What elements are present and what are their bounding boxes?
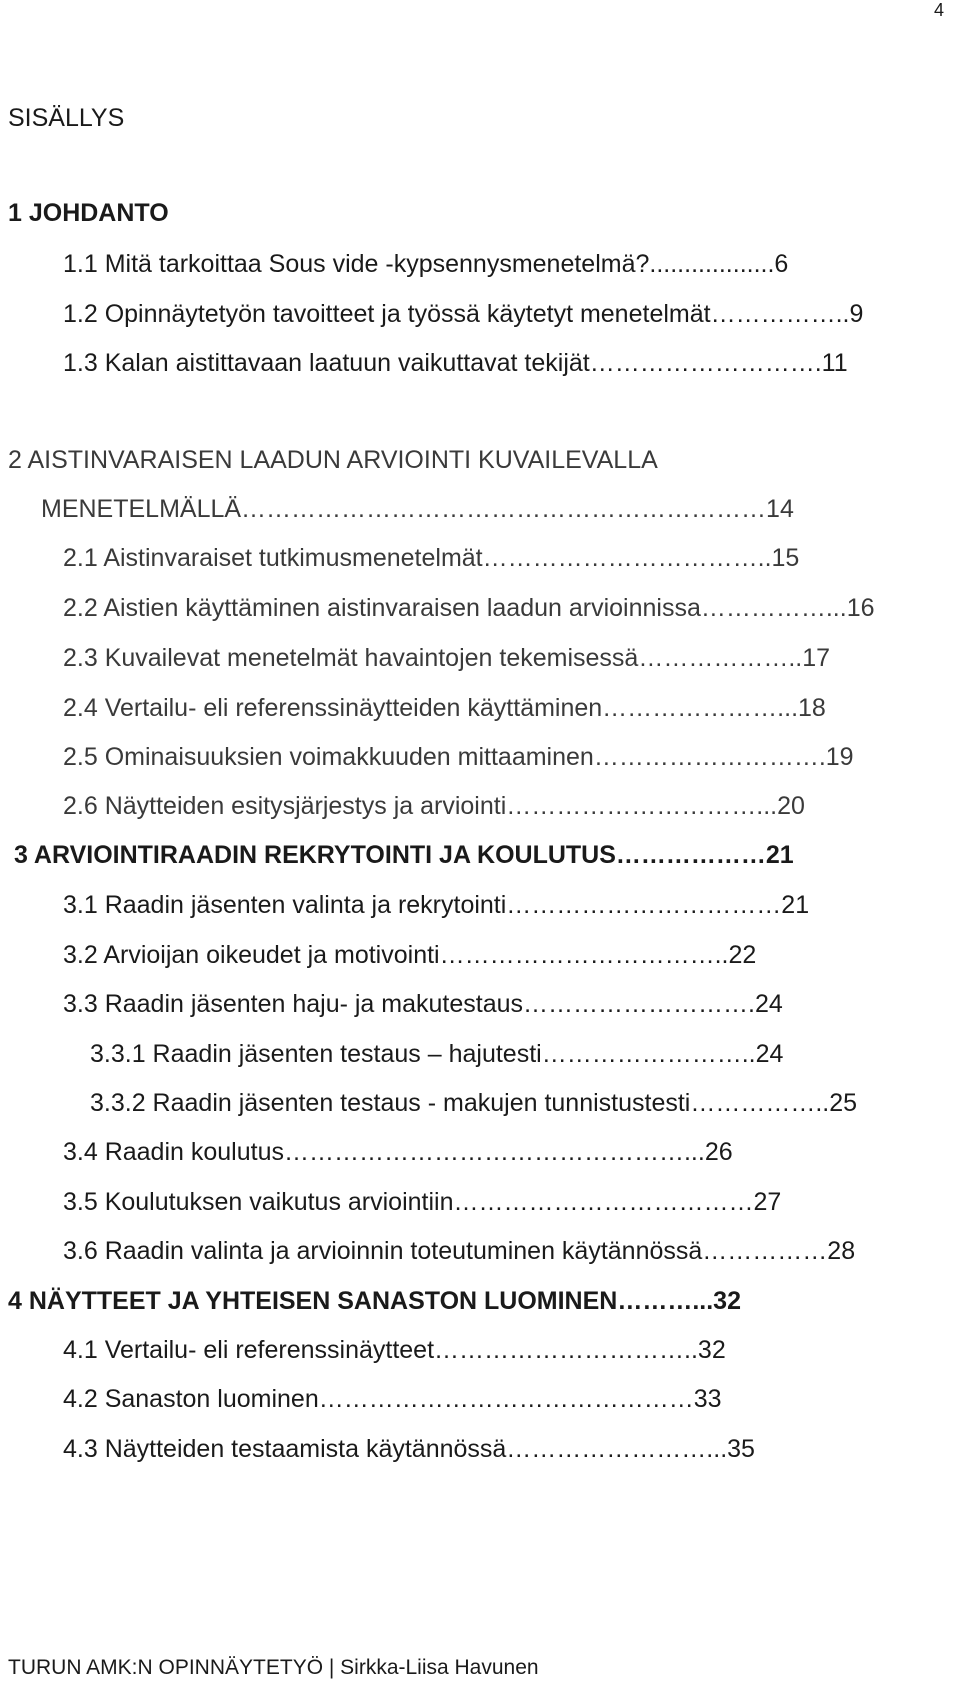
toc-section-2-3[interactable]: 2.3 Kuvailevat menetelmät havaintojen tekemisessä………………..17: [63, 644, 831, 672]
toc-section-2-5[interactable]: 2.5 Ominaisuuksien voimakkuuden mittaaminen……………………….19: [63, 743, 854, 771]
toc-section-4-1[interactable]: 4.1 Vertailu- eli referenssinäytteet…………………………..32: [63, 1336, 726, 1364]
toc-section-2-4[interactable]: 2.4 Vertailu- eli referenssinäytteiden käyttäminen…………………...18: [63, 694, 826, 722]
page-title: SISÄLLYS: [8, 104, 125, 132]
toc-section-3-6[interactable]: 3.6 Raadin valinta ja arvioinnin toteutuminen käytännössä……………28: [63, 1237, 856, 1265]
toc-section-1-2[interactable]: 1.2 Opinnäytetyön tavoitteet ja työssä käytetyt menetelmät……………..9: [63, 300, 864, 328]
toc-section-1-3[interactable]: 1.3 Kalan aistittavaan laatuun vaikuttavat tekijät……………………….11: [63, 349, 848, 377]
toc-chapter-2[interactable]: 2 AISTINVARAISEN LAADUN ARVIOINTI KUVAILEVALLA: [8, 446, 658, 474]
toc-subsection-3-3-2[interactable]: 3.3.2 Raadin jäsenten testaus - makujen tunnistustesti……………..25: [90, 1089, 858, 1117]
toc-chapter-4[interactable]: 4 NÄYTTEET JA YHTEISEN SANASTON LUOMINEN………...32: [8, 1287, 741, 1315]
toc-section-3-4[interactable]: 3.4 Raadin koulutus…………………………………………...26: [63, 1138, 733, 1166]
toc-chapter-3[interactable]: 3 ARVIOINTIRAADIN REKRYTOINTI JA KOULUTUS………………21: [14, 841, 794, 869]
toc-section-2-2[interactable]: 2.2 Aistien käyttäminen aistinvaraisen laadun arvioinnissa……………...16: [63, 594, 875, 622]
page-footer: TURUN AMK:N OPINNÄYTETYÖ | Sirkka-Liisa Havunen: [8, 1656, 539, 1679]
toc-section-4-2[interactable]: 4.2 Sanaston luominen………………………………………33: [63, 1385, 722, 1413]
toc-section-2-1[interactable]: 2.1 Aistinvaraiset tutkimusmenetelmät……………………………..15: [63, 544, 800, 572]
toc-section-3-5[interactable]: 3.5 Koulutuksen vaikutus arviointiin………………………………27: [63, 1188, 782, 1216]
toc-section-3-3[interactable]: 3.3 Raadin jäsenten haju- ja makutestaus……………………….24: [63, 990, 783, 1018]
toc-section-2-6[interactable]: 2.6 Näytteiden esitysjärjestys ja arviointi…………………………...20: [63, 792, 805, 820]
page-number: 4: [933, 0, 944, 20]
toc-subsection-3-3-1[interactable]: 3.3.1 Raadin jäsenten testaus – hajutesti……………………..24: [90, 1040, 784, 1068]
toc-chapter-2-continued[interactable]: MENETELMÄLLÄ………………………………………………………14: [41, 495, 794, 523]
toc-section-3-2[interactable]: 3.2 Arvioijan oikeudet ja motivointi……………………………..22: [63, 941, 757, 969]
toc-section-4-3[interactable]: 4.3 Näytteiden testaamista käytännössä……………………...35: [63, 1435, 755, 1463]
toc-section-3-1[interactable]: 3.1 Raadin jäsenten valinta ja rekrytointi……………………………21: [63, 891, 810, 919]
toc-chapter-1[interactable]: 1 JOHDANTO: [8, 199, 169, 227]
toc-section-1-1[interactable]: 1.1 Mitä tarkoittaa Sous vide -kypsennysmenetelmä?..................6: [63, 250, 789, 278]
